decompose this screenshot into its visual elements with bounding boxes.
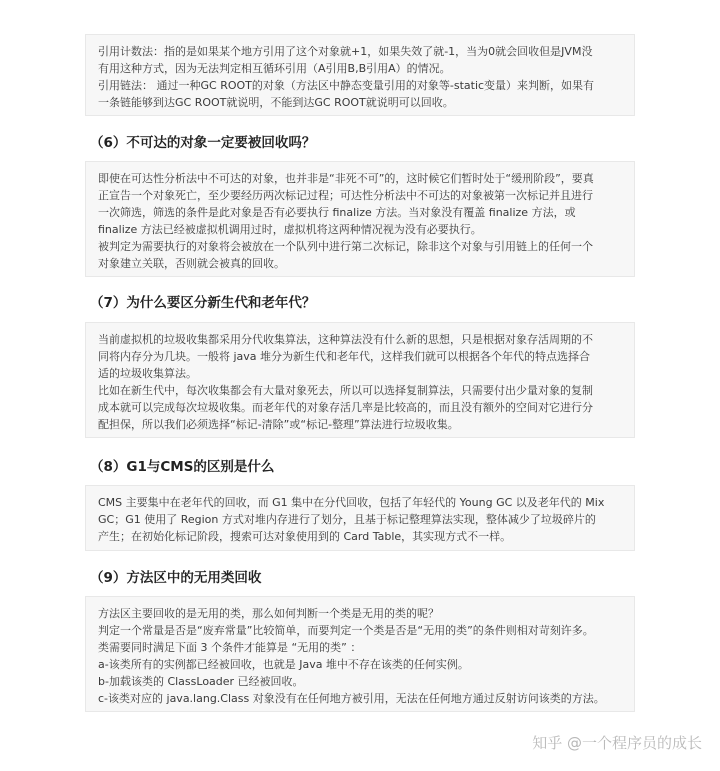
text-line: 比如在新生代中，每次收集都会有大量对象死去，所以可以选择复制算法，只需要付出少量对象的复制 — [98, 384, 593, 397]
text-line: 一条链能够到达GC ROOT就说明，不能到达GC ROOT就说明可以回收。 — [98, 96, 454, 109]
text-line: 配担保，所以我们必须选择“标记-清除”或“标记-整理”算法进行垃圾收集。 — [98, 418, 459, 431]
text-block-g1-vs-cms — [85, 485, 635, 551]
text-line: c-该类对应的 java.lang.Class 对象没有在任何地方被引用，无法在任何地方通过反射访问该类的方法。 — [98, 692, 605, 705]
text-line: 当前虚拟机的垃圾收集都采用分代收集算法，这种算法没有什么新的思想，只是根据对象存活周期的不 — [98, 333, 593, 346]
section-heading-6: （6）不可达的对象一定要被回收吗？ — [90, 135, 316, 151]
text-line: 判定一个常量是否是“废弃常量”比较简单，而要判定一个类是否是“无用的类”的条件则相对苛刻许多。 — [98, 624, 594, 637]
text-line: 正宣告一个对象死亡，至少要经历两次标记过程；可达性分析法中不可达的对象被第一次标记并且进行 — [98, 189, 593, 202]
text-line: 对象建立关联，否则就会被真的回收。 — [98, 257, 285, 270]
text-block-unused-classes — [85, 596, 635, 712]
text-line: GC；G1 使用了 Region 方式对堆内存进行了划分，且基于标记整理算法实现，整体减少了垃圾碎片的 — [98, 513, 596, 526]
section-heading-9: （9）方法区中的无用类回收 — [90, 570, 262, 586]
text-line: 有用这种方式，因为无法判定相互循环引用（A引用B,B引用A）的情况。 — [98, 62, 451, 75]
text-line: 引用链法： 通过一种GC ROOT的对象（方法区中静态变量引用的对象等-static变量）来判断，如果有 — [98, 79, 595, 92]
text-block-unreachable-objects — [85, 161, 635, 277]
text-block-generations — [85, 322, 635, 438]
section-heading-8: （8）G1与CMS的区别是什么 — [90, 459, 275, 475]
section-heading-7: （7）为什么要区分新生代和老年代？ — [90, 295, 316, 311]
text-block-reference-methods — [85, 34, 635, 116]
text-line: 同将内存分为几块。一般将 java 堆分为新生代和老年代，这样我们就可以根据各个年代的特点选择合 — [98, 350, 591, 363]
text-line: finalize 方法已经被虚拟机调用过时，虚拟机将这两种情况视为没有必要执行。 — [98, 223, 482, 236]
text-line: b-加载该类的 ClassLoader 已经被回收。 — [98, 675, 304, 688]
text-line: 一次筛选，筛选的条件是此对象是否有必要执行 finalize 方法。当对象没有覆盖 finalize 方法，或 — [98, 206, 576, 219]
text-line: 成本就可以完成每次垃圾收集。而老年代的对象存活几率是比较高的，而且没有额外的空间对它进行分 — [98, 401, 593, 414]
text-line: 适的垃圾收集算法。 — [98, 367, 197, 380]
watermark: 知乎 @一个程序员的成长 — [532, 734, 702, 752]
text-line: CMS 主要集中在老年代的回收，而 G1 集中在分代回收，包括了年轻代的 Young GC 以及老年代的 Mix — [98, 496, 605, 509]
text-line: 被判定为需要执行的对象将会被放在一个队列中进行第二次标记，除非这个对象与引用链上的任何一个 — [98, 240, 593, 253]
text-line: 方法区主要回收的是无用的类，那么如何判断一个类是无用的类的呢？ — [98, 607, 439, 620]
text-line: 类需要同时满足下面 3 个条件才能算是 “无用的类” ： — [98, 641, 362, 654]
text-line: 引用计数法：指的是如果某个地方引用了这个对象就+1，如果失效了就-1，当为0就会回收但是JVM没 — [98, 45, 593, 58]
text-line: 即使在可达性分析法中不可达的对象，也并非是“非死不可”的，这时候它们暂时处于“缓刑阶段”，要真 — [98, 172, 594, 185]
text-line: 产生；在初始化标记阶段，搜索可达对象使用到的 Card Table，其实现方式不一样。 — [98, 530, 512, 543]
text-line: a-该类所有的实例都已经被回收，也就是 Java 堆中不存在该类的任何实例。 — [98, 658, 469, 671]
